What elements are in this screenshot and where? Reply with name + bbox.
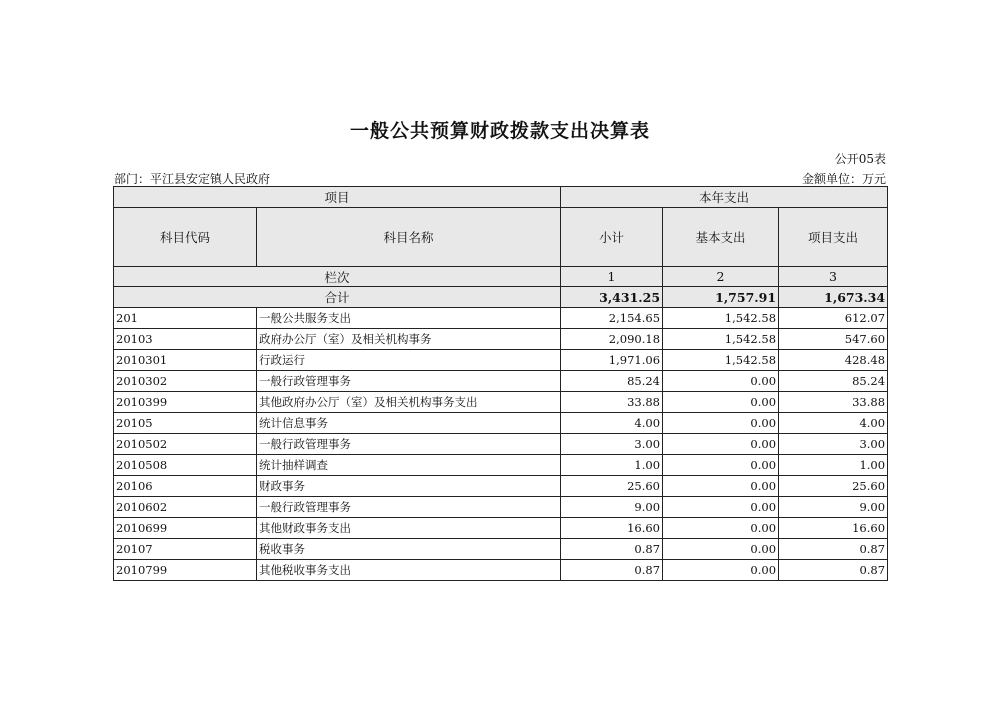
cell-project: 85.24 [779, 371, 888, 392]
cell-name: 一般行政管理事务 [257, 434, 561, 455]
cell-code: 20105 [114, 413, 257, 434]
cell-subtotal: 1,971.06 [561, 350, 663, 371]
total-subtotal: 3,431.25 [561, 287, 663, 308]
department-label: 部门：平江县安定镇人民政府 [114, 172, 271, 186]
cell-project: 16.60 [779, 518, 888, 539]
cell-subtotal: 2,090.18 [561, 329, 663, 350]
total-row [114, 287, 888, 308]
cell-project: 33.88 [779, 392, 888, 413]
table-row [114, 308, 888, 329]
cell-project: 0.87 [779, 539, 888, 560]
form-number: 公开05表 [834, 152, 886, 166]
cell-name: 行政运行 [257, 350, 561, 371]
cell-project: 428.48 [779, 350, 888, 371]
cell-name: 其他税收事务支出 [257, 560, 561, 581]
total-project: 1,673.34 [779, 287, 888, 308]
total-label: 合计 [114, 287, 561, 308]
cell-subtotal: 4.00 [561, 413, 663, 434]
cell-project: 3.00 [779, 434, 888, 455]
header-code: 科目代码 [114, 208, 257, 267]
cell-code: 20106 [114, 476, 257, 497]
cell-code: 20107 [114, 539, 257, 560]
table-row [114, 476, 888, 497]
cell-project: 547.60 [779, 329, 888, 350]
cell-subtotal: 0.87 [561, 539, 663, 560]
header-subtotal: 小计 [561, 208, 663, 267]
cell-code: 2010502 [114, 434, 257, 455]
table-row [114, 518, 888, 539]
cell-basic: 1,542.58 [663, 308, 779, 329]
table-row [114, 329, 888, 350]
cell-project: 1.00 [779, 455, 888, 476]
cell-project: 25.60 [779, 476, 888, 497]
cell-basic: 0.00 [663, 476, 779, 497]
table-row [114, 560, 888, 581]
cell-name: 统计信息事务 [257, 413, 561, 434]
cell-name: 一般公共服务支出 [257, 308, 561, 329]
header-name: 科目名称 [257, 208, 561, 267]
cell-subtotal: 85.24 [561, 371, 663, 392]
cell-code: 20103 [114, 329, 257, 350]
cell-basic: 0.00 [663, 560, 779, 581]
cell-basic: 1,542.58 [663, 350, 779, 371]
cell-code: 2010699 [114, 518, 257, 539]
header-row-2 [114, 208, 888, 267]
amount-unit-label: 金额单位：万元 [801, 172, 886, 186]
cell-project: 612.07 [779, 308, 888, 329]
cell-subtotal: 9.00 [561, 497, 663, 518]
cell-project: 0.87 [779, 560, 888, 581]
cell-basic: 0.00 [663, 371, 779, 392]
cell-code: 2010602 [114, 497, 257, 518]
cell-subtotal: 0.87 [561, 560, 663, 581]
column-index-3: 3 [779, 267, 888, 287]
cell-name: 其他政府办公厅（室）及相关机构事务支出 [257, 392, 561, 413]
table-row [114, 539, 888, 560]
total-basic: 1,757.91 [663, 287, 779, 308]
table-row [114, 371, 888, 392]
cell-project: 4.00 [779, 413, 888, 434]
cell-code: 2010508 [114, 455, 257, 476]
cell-code: 2010399 [114, 392, 257, 413]
column-index-2: 2 [663, 267, 779, 287]
table-row [114, 455, 888, 476]
page-title: 一般公共预算财政拨款支出决算表 [349, 120, 650, 142]
header-row-1 [114, 187, 888, 208]
cell-project: 9.00 [779, 497, 888, 518]
cell-name: 税收事务 [257, 539, 561, 560]
header-project: 项目 [114, 187, 561, 208]
table-row [114, 413, 888, 434]
cell-subtotal: 33.88 [561, 392, 663, 413]
cell-basic: 0.00 [663, 392, 779, 413]
column-index-1: 1 [561, 267, 663, 287]
table-row [114, 350, 888, 371]
cell-name: 一般行政管理事务 [257, 497, 561, 518]
cell-code: 2010799 [114, 560, 257, 581]
cell-name: 统计抽样调查 [257, 455, 561, 476]
table-row [114, 497, 888, 518]
cell-name: 一般行政管理事务 [257, 371, 561, 392]
table-row [114, 434, 888, 455]
table-row [114, 392, 888, 413]
cell-basic: 0.00 [663, 497, 779, 518]
cell-name: 政府办公厅（室）及相关机构事务 [257, 329, 561, 350]
cell-basic: 0.00 [663, 518, 779, 539]
cell-name: 其他财政事务支出 [257, 518, 561, 539]
header-basic: 基本支出 [663, 208, 779, 267]
cell-basic: 0.00 [663, 455, 779, 476]
cell-subtotal: 16.60 [561, 518, 663, 539]
cell-subtotal: 25.60 [561, 476, 663, 497]
cell-code: 2010301 [114, 350, 257, 371]
expenditure-table [113, 186, 888, 581]
cell-basic: 0.00 [663, 413, 779, 434]
column-index-row [114, 267, 888, 287]
header-current-year: 本年支出 [561, 187, 888, 208]
cell-subtotal: 1.00 [561, 455, 663, 476]
cell-basic: 0.00 [663, 434, 779, 455]
cell-subtotal: 3.00 [561, 434, 663, 455]
cell-code: 201 [114, 308, 257, 329]
cell-subtotal: 2,154.65 [561, 308, 663, 329]
column-index-label: 栏次 [114, 267, 561, 287]
cell-name: 财政事务 [257, 476, 561, 497]
cell-code: 2010302 [114, 371, 257, 392]
cell-basic: 0.00 [663, 539, 779, 560]
cell-basic: 1,542.58 [663, 329, 779, 350]
header-project-expenditure: 项目支出 [779, 208, 888, 267]
